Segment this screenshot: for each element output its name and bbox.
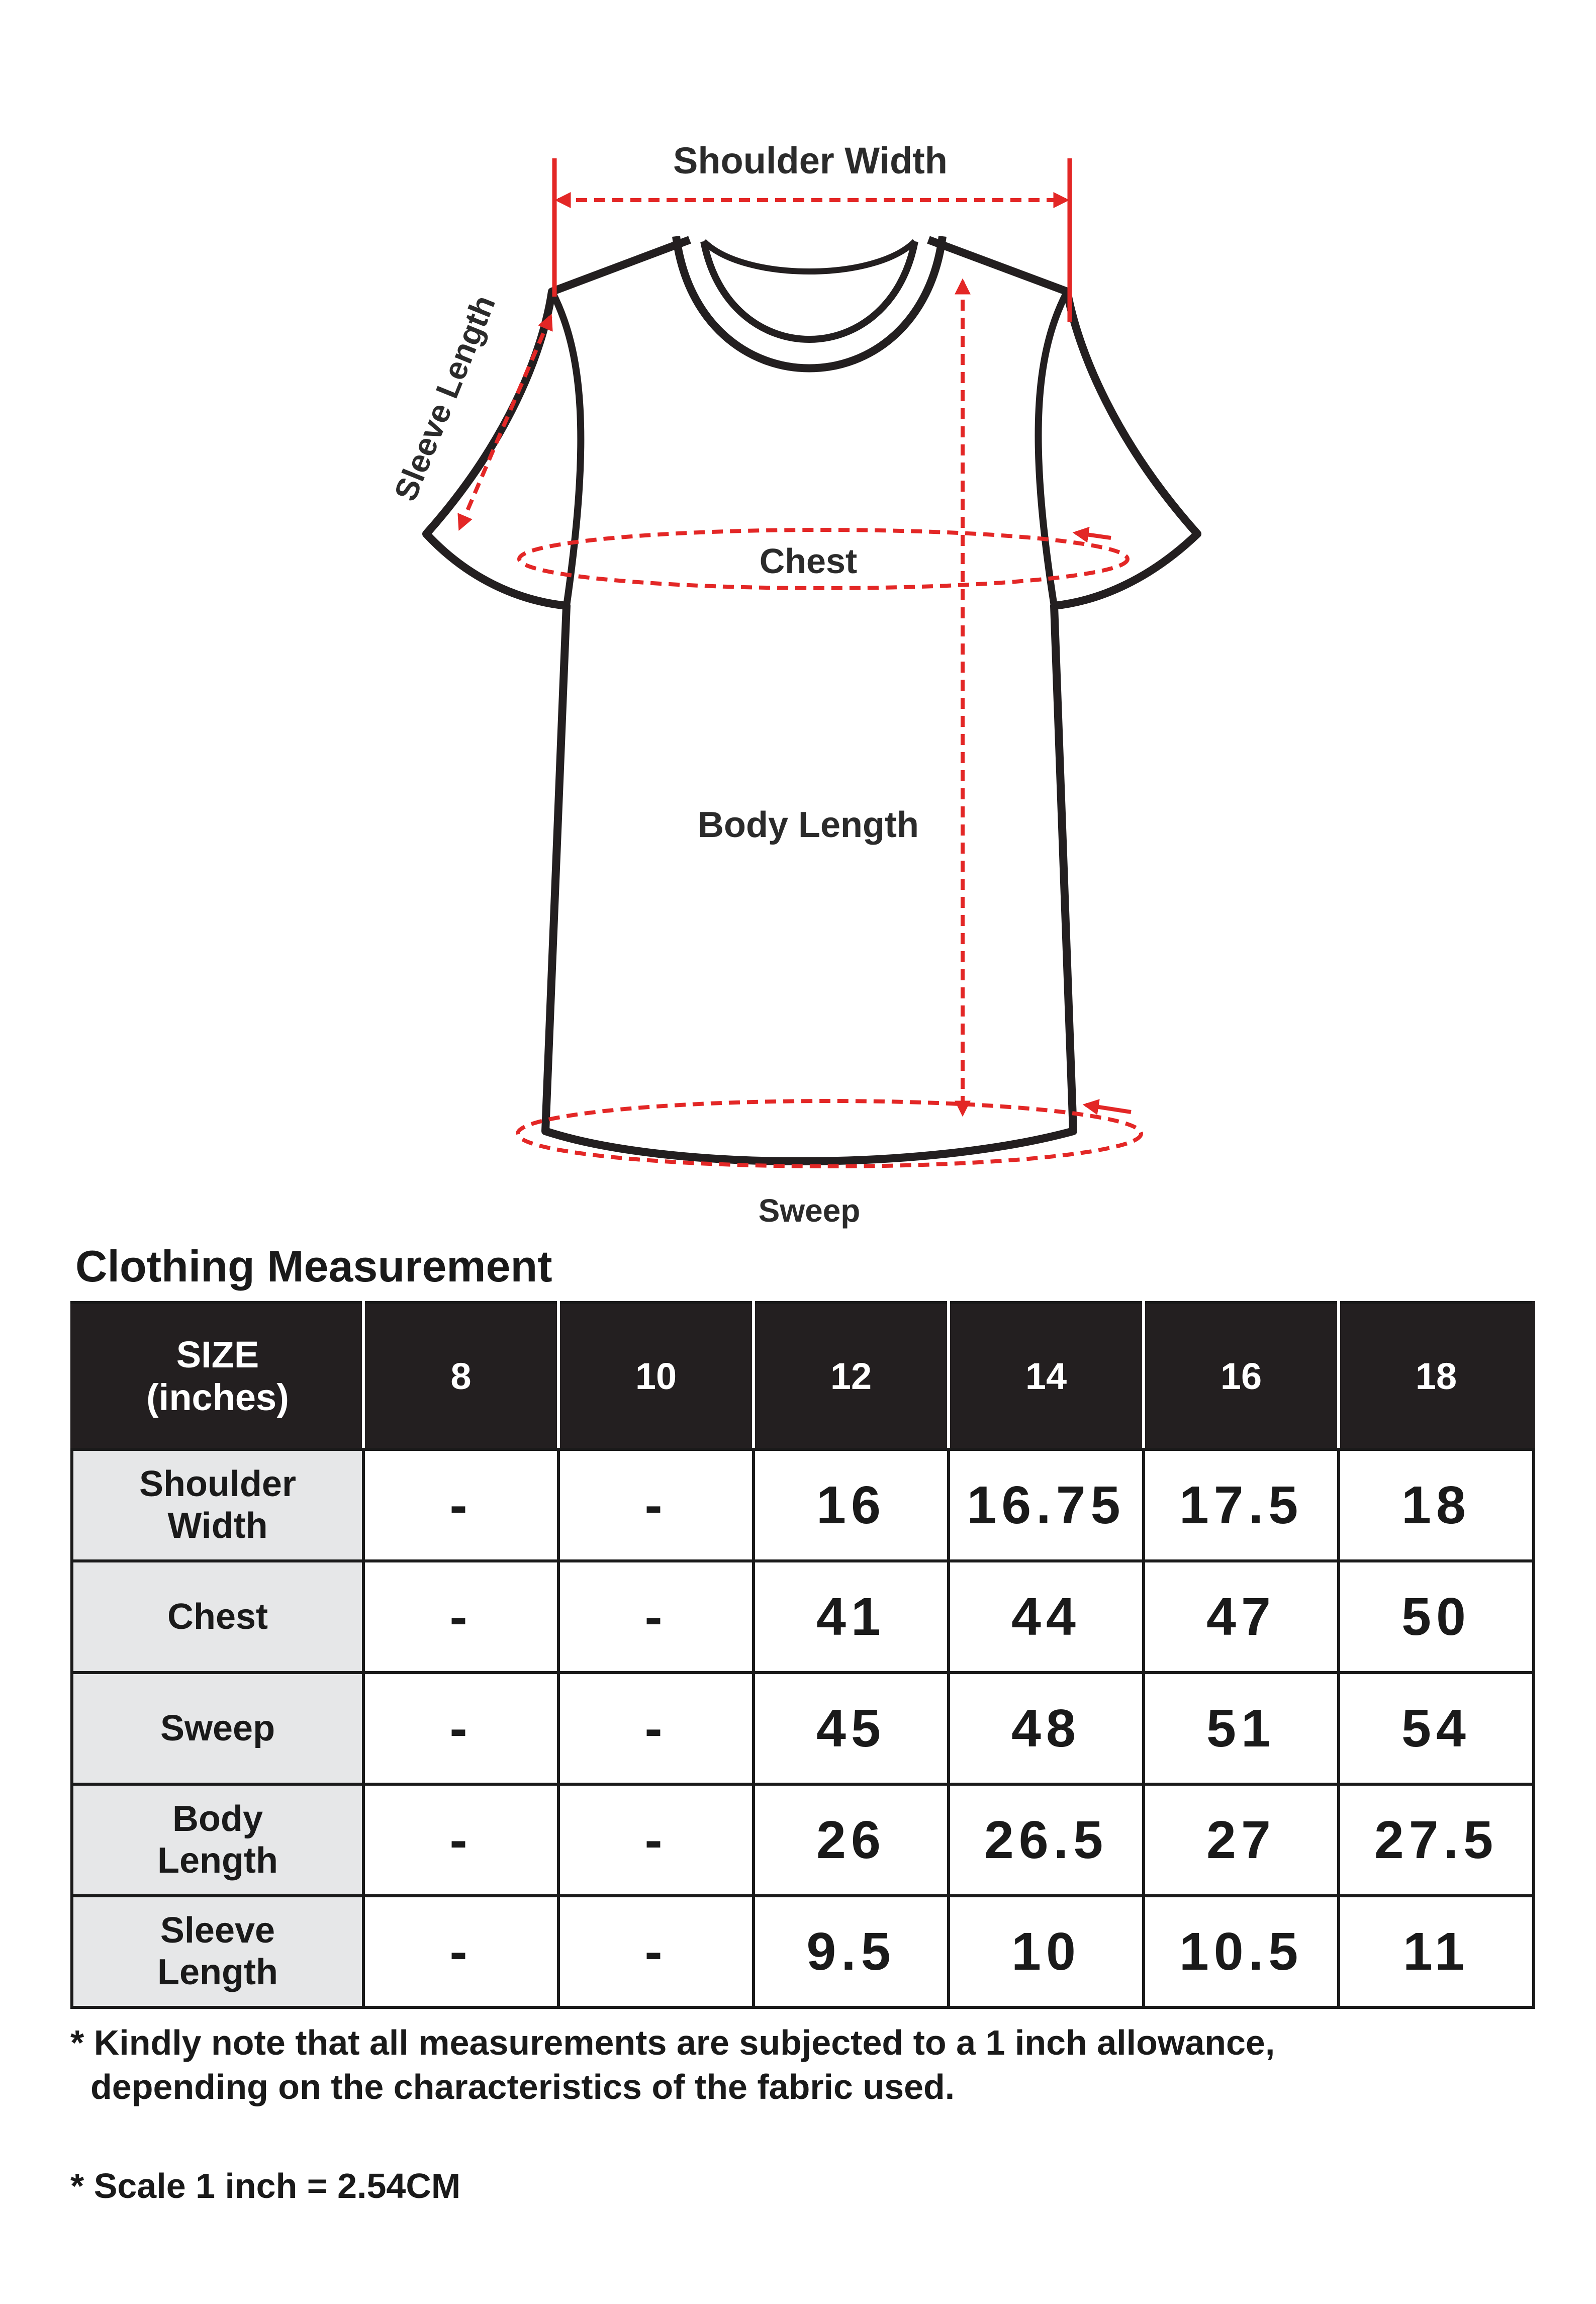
table-cell: 11 [1339,1896,1534,2007]
header-size-label [72,1303,363,1449]
table-cell: 27.5 [1339,1784,1534,1896]
allowance-note [70,2021,1275,2109]
table-cell: - [363,1561,558,1673]
row-label-line1: Sweep [160,1708,275,1748]
table-cell: 26 [754,1784,949,1896]
allowance-note-line1: * Kindly note that all measurements are subjected to a 1 inch allowance, [70,2023,1275,2062]
table-cell: 9.5 [754,1896,949,2007]
header-size-18: 18 [1339,1303,1534,1449]
row-label-sweep [72,1673,363,1784]
table-cell: 45 [754,1673,949,1784]
size-chart-table [70,1301,1535,2009]
table-cell: 16.75 [949,1449,1144,1561]
header-size-16: 16 [1144,1303,1339,1449]
row-label-line1: Shoulder [139,1464,296,1505]
allowance-note-line2: depending on the characteristics of the fabric used. [90,2067,955,2106]
label-chest: Chest [759,541,858,581]
table-cell: - [558,1896,754,2007]
table-cell: 26.5 [949,1784,1144,1896]
table-cell: - [363,1673,558,1784]
label-sweep: Sweep [758,1192,861,1229]
table-cell: 47 [1144,1561,1339,1673]
table-cell: - [558,1784,754,1896]
table-cell: - [558,1561,754,1673]
table-cell: 50 [1339,1561,1534,1673]
header-size-12: 12 [754,1303,949,1449]
table-cell: 27 [1144,1784,1339,1896]
table-row [72,1784,1534,1896]
table-cell: - [363,1449,558,1561]
table-cell: - [363,1784,558,1896]
scale-note: * Scale 1 inch = 2.54CM [70,2166,461,2205]
row-label-sleeve-length [72,1896,363,2007]
row-label-line1: Chest [167,1596,268,1637]
table-cell: - [558,1449,754,1561]
table-cell: - [558,1673,754,1784]
label-shoulder-width: Shoulder Width [673,140,948,181]
section-title: Clothing Measurement [75,1241,552,1291]
table-header-row [72,1303,1534,1449]
row-label-line2: Length [157,1840,278,1881]
table-cell: 17.5 [1144,1449,1339,1561]
row-label-line2: Width [167,1506,268,1546]
tshirt-outline [426,236,1197,1161]
table-cell: 44 [949,1561,1144,1673]
table-cell: 54 [1339,1673,1534,1784]
header-size-10: 10 [558,1303,754,1449]
row-label-line1: Sleeve [160,1910,275,1951]
table-cell: 10 [949,1896,1144,2007]
row-label-line2: Length [157,1952,278,1992]
row-label-shoulder-width [72,1449,363,1561]
row-label-line1: Body [172,1799,263,1839]
sweep-arrow-tip [1086,1105,1131,1112]
label-body-length: Body Length [698,805,919,845]
table-cell: 48 [949,1673,1144,1784]
row-label-chest [72,1561,363,1673]
table-row [72,1896,1534,2007]
table-row [72,1673,1534,1784]
table-cell: - [363,1896,558,2007]
table-cell: 41 [754,1561,949,1673]
table-cell: 18 [1339,1449,1534,1561]
row-label-body-length [72,1784,363,1896]
tshirt-body-outline [426,240,1197,1161]
header-size-line2: (inches) [146,1376,289,1418]
header-size-8: 8 [363,1303,558,1449]
table-cell: 16 [754,1449,949,1561]
table-cell: 51 [1144,1673,1339,1784]
header-size-line1: SIZE [176,1333,259,1375]
table-row [72,1449,1534,1561]
header-size-14: 14 [949,1303,1144,1449]
table-cell: 10.5 [1144,1896,1339,2007]
table-row [72,1561,1534,1673]
label-sleeve-length: Sleeve Length [387,290,503,506]
